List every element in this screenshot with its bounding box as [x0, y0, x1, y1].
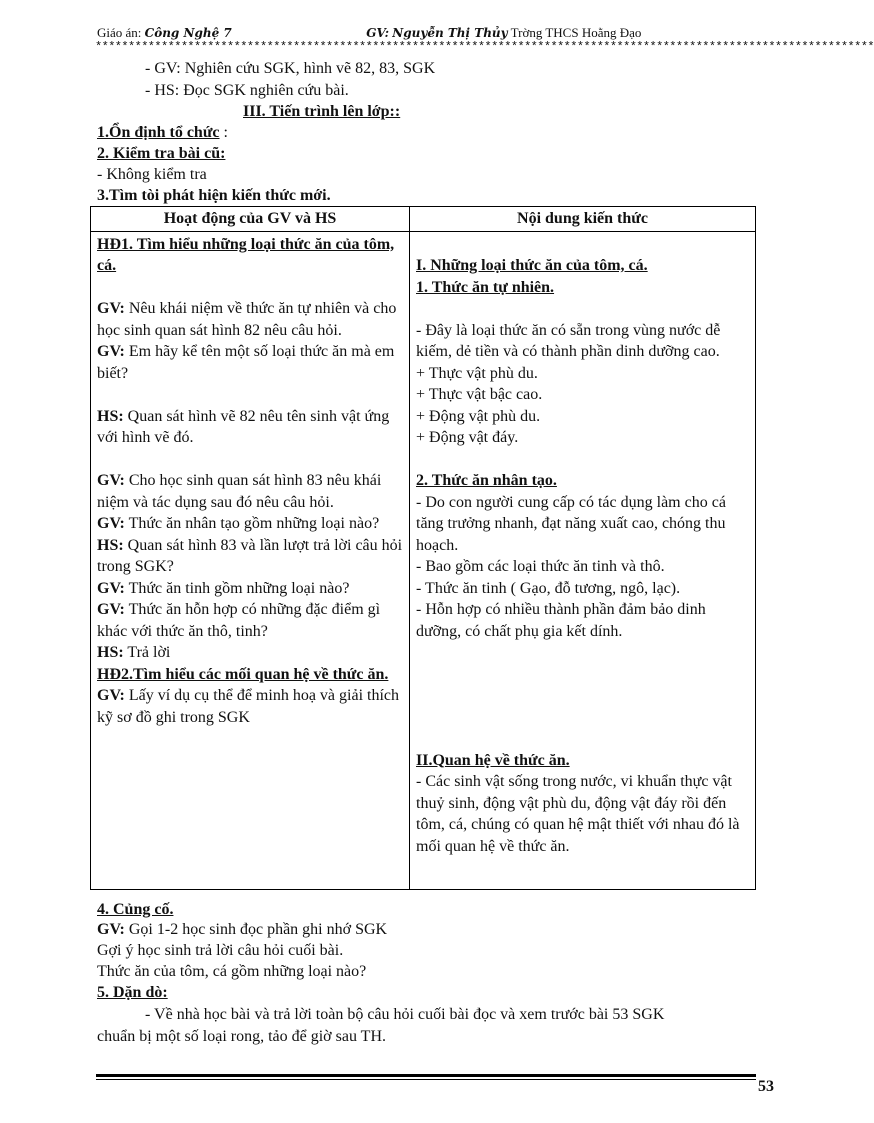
teacher-name: Nguyễn Thị Thủy: [392, 26, 508, 40]
footer-rule-thick: [96, 1074, 756, 1077]
gv1-text: Nêu khái niệm về thức ăn tự nhiên và cho học sinh quan sát hình 82 nêu câu hỏi.: [97, 300, 397, 339]
gv7-text: Lấy ví dụ cụ thể để minh hoạ và giải thích kỹ sơ đồ ghi trong SGK: [97, 687, 400, 726]
subject-label: Giáo án:: [97, 25, 142, 40]
sec1-title: [416, 255, 749, 277]
gv7-para: [97, 685, 403, 728]
step4-title: 4. Củng cố.: [97, 901, 174, 918]
step4-gv-label: GV:: [97, 921, 125, 938]
gv3-para: [97, 470, 403, 513]
sub2-title: [416, 470, 749, 492]
step2-text: - Không kiểm tra: [97, 166, 207, 183]
page-header: [97, 25, 641, 41]
content-cell: [410, 231, 756, 889]
hs2-text: Quan sát hình 83 và lần lượt trả lời câu hỏi trong SGK?: [97, 536, 403, 575]
gv5-text: Thức ăn tinh gồm những loại nào?: [124, 579, 350, 597]
hs1-text: Quan sát hình vẽ 82 nêu tên sinh vật ứng với hình vẽ đó.: [97, 407, 390, 446]
spacer: [97, 384, 403, 406]
hd2-title: [97, 664, 403, 686]
artificial-food-desc: - Do con người cung cấp có tác dụng làm cho cá tăng trưởng nhanh, đạt năng xuất cao, chóng thu hoạch.: [416, 493, 726, 554]
step2-title: 2. Kiểm tra bài cũ:: [97, 145, 226, 162]
gv3-text: Cho học sinh quan sát hình 83 nêu khái niệm và tác dụng sau đó nêu câu hỏi.: [97, 472, 382, 511]
spacer: [97, 277, 403, 299]
list-item: + Động vật đáy.: [416, 429, 519, 446]
page-number: 53: [758, 1078, 774, 1095]
activities-cell: [91, 231, 410, 889]
step1-title: 1.Ổn định tổ chức: [97, 124, 220, 141]
hs3-label: HS:: [97, 644, 124, 661]
sec2-title: [416, 750, 749, 772]
mixed-food: - Hỗn hợp có nhiều thành phần đảm bảo dinh dưỡng, có chất phụ gia kết dính.: [416, 601, 706, 640]
hs2-para: [97, 535, 403, 578]
col2-header: Nội dung kiến thức: [410, 207, 756, 232]
gv1-label: GV:: [97, 300, 125, 317]
gv4-para: [97, 513, 403, 535]
hs3-text: Trả lời: [123, 644, 171, 661]
gv5-label: GV:: [97, 579, 125, 597]
footer-rule-thin: [96, 1079, 756, 1080]
hs1-para: [97, 406, 403, 449]
spacer: [97, 449, 403, 471]
gv1-para: [97, 298, 403, 341]
teacher-label: GV:: [366, 26, 390, 40]
list-item: + Thực vật bậc cao.: [416, 386, 543, 403]
spacer: [416, 728, 749, 750]
gv3-label: GV:: [97, 472, 125, 489]
table-header-row: [91, 207, 756, 232]
subject-name: Công Nghệ 7: [144, 26, 232, 40]
step5-line2: chuẩn bị một số loại rong, tảo để giờ sau TH.: [97, 1028, 387, 1045]
spacer: [416, 298, 749, 320]
spacer: [416, 707, 749, 729]
spacer: [416, 449, 749, 471]
gv4-label: GV:: [97, 515, 125, 532]
hs2-label: HS:: [97, 536, 124, 554]
spacer: [416, 234, 749, 256]
table-body-row: [91, 231, 756, 889]
list-item: + Động vật phù du.: [416, 407, 541, 425]
hd1-text: HĐ1. Tìm hiểu những loại thức ăn của tôm, cá.: [97, 235, 395, 274]
prep-gv: - GV: Nghiên cứu SGK, hình vẽ 82, 83, SGK: [145, 60, 436, 77]
gv2-label: GV:: [97, 343, 125, 360]
school-name: Trờng THCS Hoằng Đạo: [510, 25, 642, 40]
step3-title: 3.Tìm tòi phát hiện kiến thức mới.: [97, 187, 331, 204]
hs3-para: [97, 642, 403, 664]
col1-header: Hoạt động của GV và HS: [91, 207, 410, 232]
sub1-title: [416, 277, 749, 299]
gv2-text: Em hãy kể tên một số loại thức ăn mà em biết?: [97, 343, 395, 382]
step1-colon: :: [219, 124, 228, 141]
gv6-para: [97, 599, 403, 642]
step4-gv-text: Gọi 1-2 học sinh đọc phần ghi nhớ SGK: [124, 921, 388, 938]
gv5-para: [97, 578, 403, 600]
step4-line2: Gợi ý học sinh trả lời câu hỏi cuối bài.: [97, 942, 344, 959]
gv2-para: [97, 341, 403, 384]
list-item: + Thực vật phù du.: [416, 364, 538, 382]
prep-hs: - HS: Đọc SGK nghiên cứu bài.: [145, 82, 349, 99]
gv6-label: GV:: [97, 601, 125, 618]
step5-title: 5. Dặn dò:: [97, 984, 168, 1001]
step1-heading: [97, 122, 228, 144]
header-star-divider: **********************************************************************************************************************: [95, 40, 874, 54]
section-title: III. Tiến trình lên lớp::: [243, 103, 401, 120]
sub2-text: 2. Thức ăn nhân tạo.: [416, 472, 557, 489]
hd1-title: [97, 234, 403, 277]
step5-line1: - Về nhà học bài và trả lời toàn bộ câu hỏi cuối bài đọc và xem trước bài 53 SGK: [145, 1006, 665, 1023]
natural-food-desc: - Đây là loại thức ăn có sẵn trong vùng nước dễ kiếm, dẻ tiền và có thành phần dinh dưỡng cao.: [416, 321, 721, 360]
spacer: [416, 642, 749, 664]
sec2-text: II.Quan hệ về thức ăn.: [416, 751, 570, 769]
hd2-text: HĐ2.Tìm hiểu các mối quan hệ về thức ăn.: [97, 665, 389, 683]
lesson-table: [90, 206, 756, 890]
gv7-label: GV:: [97, 687, 125, 704]
spacer: [416, 664, 749, 686]
sec1-text: I. Những loại thức ăn của tôm, cá.: [416, 257, 648, 274]
gv6-text: Thức ăn hỗn hợp có những đặc điểm gì khác với thức ăn thô, tinh?: [97, 601, 381, 640]
hs1-label: HS:: [97, 407, 124, 425]
artificial-food-types: - Bao gồm các loại thức ăn tinh và thô.: [416, 558, 665, 575]
concentrate-food: - Thức ăn tinh ( Gạo, đỗ tương, ngô, lạc).: [416, 579, 681, 597]
step4-gv: [97, 919, 387, 941]
food-relation-desc: - Các sinh vật sống trong nước, vi khuẩn thực vật thuỷ sinh, động vật phù du, động vật đáy rồi đến tôm, cá, chúng có quan hệ mật thiết với nhau đó là mối quan hệ về thức ăn.: [416, 773, 740, 855]
sub1-text: 1. Thức ăn tự nhiên.: [416, 278, 555, 296]
gv4-text: Thức ăn nhân tạo gồm những loại nào?: [124, 515, 380, 532]
step4-line3: Thức ăn của tôm, cá gồm những loại nào?: [97, 963, 367, 980]
spacer: [416, 685, 749, 707]
